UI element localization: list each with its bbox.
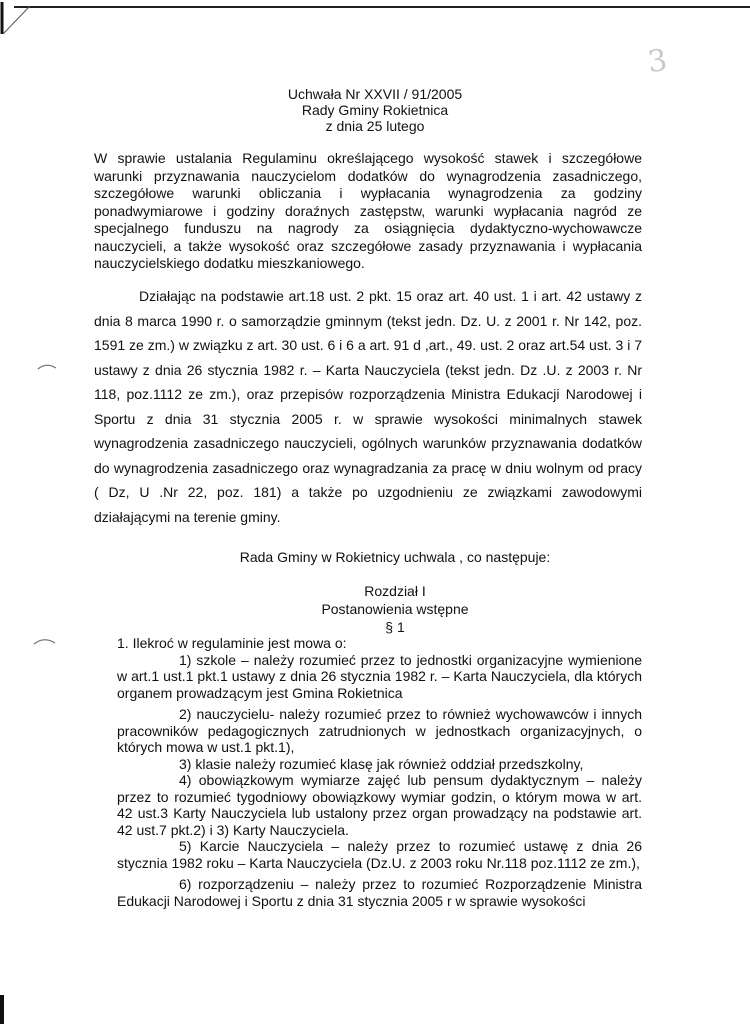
scan-corner-mark-icon: [0, 0, 40, 40]
page-number-mark: 3: [645, 42, 670, 81]
section-symbol: § 1: [385, 619, 405, 635]
chapter-heading: [0, 582, 750, 636]
item-intro: 1. Ilekroć w regulaminie jest mowa o:: [117, 635, 347, 651]
scan-bottom-edge-mark: [0, 995, 4, 1024]
resolution-line: Rada Gminy w Rokietnicy uchwala , co następuje:: [239, 549, 551, 565]
definition-item: 4) obowiązkowym wymiarze zajęć lub pensum dydaktycznym – należy przez to rozumieć tygodniowy obowiązkowy wymiar godzin, o którym mowa w art. 42 ust.3 Karty Nauczyciela lub ustalony przez organ prowadzący na podstawie art. 42 ust.7 pkt.2) i 3) Karty Nauczyciela.: [117, 772, 642, 838]
chapter-title: Rozdział I: [364, 583, 426, 599]
resolution-header: [0, 86, 750, 134]
legal-basis-paragraph: Działając na podstawie art.18 ust. 2 pkt. 15 oraz art. 40 ust. 1 i art. 42 ustawy z dnia 8 marca 1990 r. o samorządzie gminnym (tekst jedn. Dz. U. z 2001 r. Nr 142, poz. 1591 ze zm.) w związku z art. 30 ust. 6 i 6 a art. 91 d ,art., 49. ust. 2 oraz art.54 ust. 3 i 7 ustawy z dnia 26 stycznia 1982 r. – Karta Nauczyciela (tekst jedn. Dz .U. z 2003 r. Nr 118, poz.1112 ze zm.), oraz przepisów rozporządzenia Ministra Edukacji Narodowej i Sportu z dnia 31 stycznia 2005 r. w sprawie wysokości minimalnych stawek wynagrodzenia zasadniczego nauczycieli, ogólnych warunków przyznawania dodatków do wynagrodzenia zasadniczego oraz wynagradzania za pracę w dniu wolnym od pracy ( Dz, U .Nr 22, poz. 181) a także po uzgodnieniu ze związkami zawodowymi działającymi na terenie gminy.: [94, 288, 642, 525]
intro-paragraph: W sprawie ustalania Regulaminu określającego wysokość stawek i szczegółowe warunki przyznawania nauczycielom dodatków do wynagrodzenia zasadniczego, szczegółowe warunki obliczania i wypłacania wynagrodzenia za godziny ponadwymiarowe i godziny doraźnych zastępstw, warunki wypłacania nagród ze specjalnego funduszu na nagrody za osiągnięcia dydaktyczno-wychowawcze nauczycieli, a także wysokość oraz szczegółowe zasady przyznawania i wypłacania nauczycielskiego dodatku mieszkaniowego.: [94, 150, 642, 271]
definition-item: 1) szkole – należy rozumieć przez to jednostki organizacyjne wymienione w art.1 ust.1 pkt.1 ustawy z dnia 26 stycznia 1982 r. – Karta Nauczyciela, dla których organem prowadzącym jest Gmina Rokietnica: [117, 651, 642, 701]
definition-item: 5) Karcie Nauczyciela – należy przez to rozumieć ustawę z dnia 26 stycznia 1982 roku – Karta Nauczyciela (Dz.U. z 2003 roku Nr.118 poz.1112 ze zm.),: [117, 838, 642, 871]
scan-top-edge-line: [14, 6, 750, 8]
header-council-name: Rady Gminy Rokietnica: [301, 102, 449, 118]
definition-item: 6) rozporządzeniu – należy przez to rozumieć Rozporządzenie Ministra Edukacji Narodowej i Sportu z dnia 31 stycznia 2005 r w sprawie wysokości: [117, 876, 642, 909]
chapter-subtitle: Postanowienia wstępne: [321, 601, 469, 617]
header-resolution-number: Uchwała Nr XXVII / 91/2005: [287, 86, 463, 102]
definitions-list: [117, 635, 642, 909]
punch-hole-mark-icon: [32, 634, 58, 652]
definition-item: 3) klasie należy rozumieć klasę jak również oddział przedszkolny,: [179, 755, 584, 772]
definition-item: 2) nauczycielu- należy rozumieć przez to również wychowawców i innych pracowników pedagogicznych zatrudnionych w jednostkach organizacyjnych, o których mowa w ust.1 pkt.1),: [117, 706, 642, 755]
legal-basis-section: [94, 284, 642, 529]
punch-hole-mark-icon: [36, 360, 60, 378]
header-date: z dnia 25 lutego: [325, 118, 425, 134]
